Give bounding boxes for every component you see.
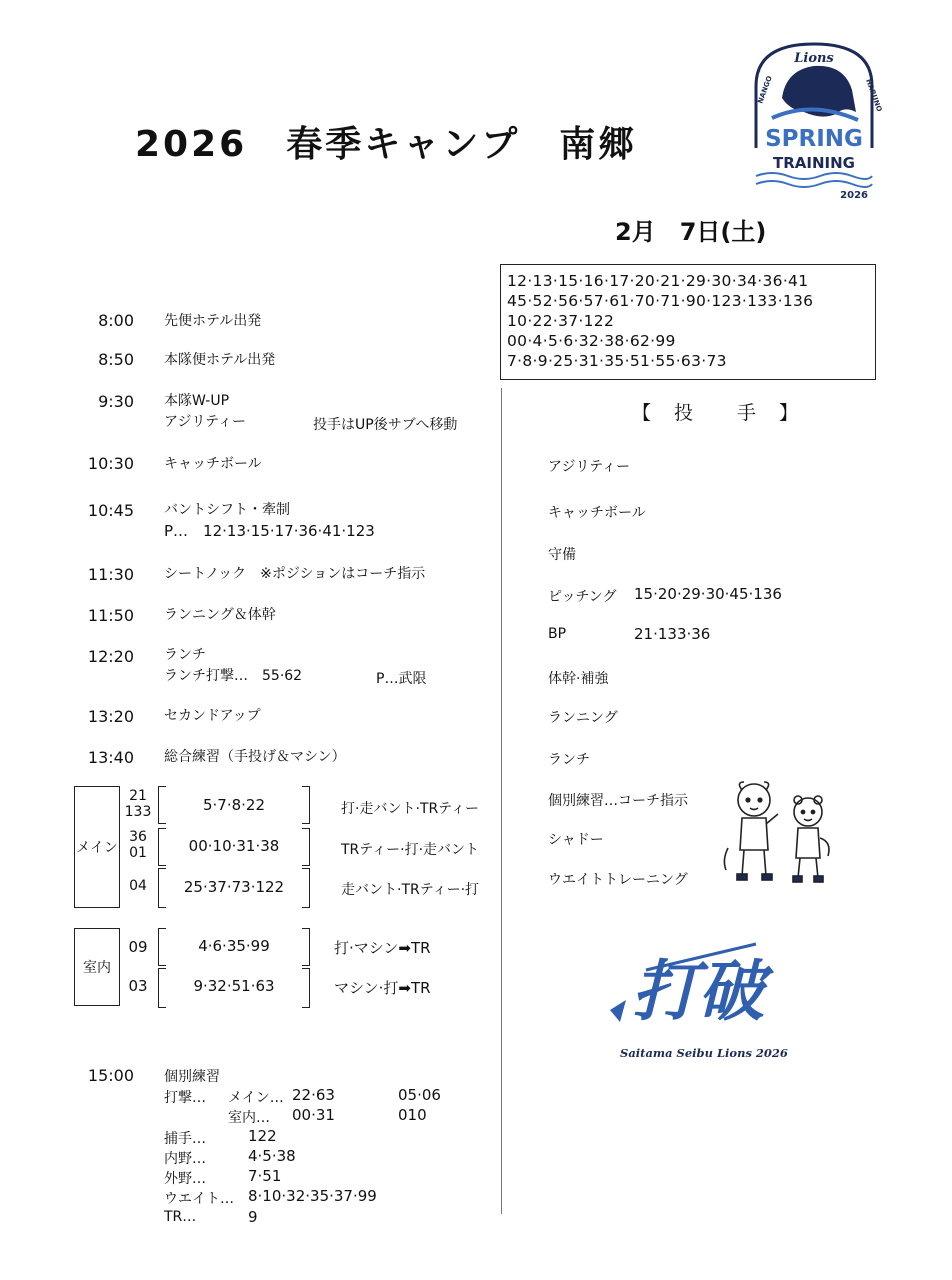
schedule-date: 2月 7日(土) <box>615 218 767 246</box>
bracket-right <box>302 786 310 824</box>
mascot-right-icon <box>793 796 829 882</box>
spring-training-logo <box>752 40 884 204</box>
pitcher-item: ピッチング <box>548 589 617 605</box>
bracket-left <box>158 828 166 866</box>
pitcher-item: 守備 <box>548 547 576 563</box>
schedule-time: 8:50 <box>98 350 134 369</box>
schedule-time: 9:30 <box>98 392 134 411</box>
roster-line: 10·22·37·122 <box>507 312 615 330</box>
group-players: 25·37·73·122 <box>183 878 285 896</box>
group-players: 9·32·51·63 <box>193 977 275 995</box>
group-id: 09 <box>128 938 148 956</box>
batting-indoor-value: 00·31 <box>292 1106 335 1124</box>
schedule-event: シートノック ※ポジションはコーチ指示 <box>164 566 426 582</box>
schedule-event: 先便ホテル出発 <box>164 313 262 329</box>
group-players: 00·10·31·38 <box>188 837 280 855</box>
group-id: 21 133 <box>124 788 152 820</box>
individual-value: 7·51 <box>248 1167 282 1185</box>
pitcher-item: 個別練習…コーチ指示 <box>548 793 688 809</box>
schedule-event: 本隊便ホテル出発 <box>164 352 276 368</box>
group-tasks: TRティー·打·走バント <box>341 842 480 858</box>
roster-line: 00·4·5·6·32·38·62·99 <box>507 332 676 350</box>
page-title: 2026 春季キャンプ 南郷 <box>135 124 638 165</box>
group-tasks: 打·マシン➡TR <box>334 939 431 957</box>
individual-label: TR… <box>164 1209 197 1225</box>
schedule-event: 個別練習 <box>164 1069 220 1085</box>
schedule-event-note: P…武限 <box>376 671 427 687</box>
pitcher-item: ウエイトトレーニング <box>548 872 688 888</box>
group-tasks: 走バント·TRティー·打 <box>341 882 480 898</box>
bracket-right <box>302 968 310 1008</box>
schedule-time: 11:50 <box>87 606 134 625</box>
bracket-left <box>158 968 166 1008</box>
schedule-event: 総合練習（手投げ＆マシン） <box>164 749 346 765</box>
schedule-time: 15:00 <box>87 1066 134 1085</box>
batting-main-value: 22·63 <box>292 1086 335 1104</box>
schedule-event: 本隊W-UP <box>164 393 230 409</box>
pitcher-item: アジリティー <box>548 459 631 475</box>
schedule-event: キャッチボール <box>164 456 262 472</box>
individual-label: 内野… <box>164 1151 206 1167</box>
pitcher-item: BP <box>548 626 567 642</box>
pitcher-item-value: 21·133·36 <box>634 625 711 643</box>
logo-right-arc: HARUNO <box>864 77 884 113</box>
schedule-event-detail: アジリティー <box>164 414 247 430</box>
individual-value: 4·5·38 <box>248 1147 296 1165</box>
group-tasks: 打·走バント·TRティー <box>341 801 480 817</box>
pitcher-item-value: 15·20·29·30·45·136 <box>634 585 782 603</box>
schedule-event-detail: P… 12·13·15·17·36·41·123 <box>164 522 375 540</box>
roster-line: 45·52·56·57·61·70·71·90·123·133·136 <box>507 292 814 310</box>
logo-line2: TRAINING <box>773 154 855 172</box>
individual-value: 8·10·32·35·37·99 <box>248 1187 377 1205</box>
schedule-time: 11:30 <box>87 565 134 584</box>
schedule-time: 13:20 <box>87 707 134 726</box>
batting-label: 打撃… <box>164 1090 206 1106</box>
bracket-left <box>158 928 166 966</box>
group-players: 4·6·35·99 <box>198 937 270 955</box>
column-divider <box>501 388 502 1214</box>
individual-label: ウエイト… <box>164 1191 234 1207</box>
batting-main-value-2: 05·06 <box>398 1086 441 1104</box>
pitcher-item: シャドー <box>548 832 604 848</box>
schedule-time: 10:30 <box>87 454 134 473</box>
individual-label: 外野… <box>164 1171 206 1187</box>
logo-brand: Lions <box>794 51 834 66</box>
batting-indoor-value-2: 010 <box>398 1106 427 1124</box>
bracket-right <box>302 868 310 908</box>
schedule-event-note: 投手はUP後サブへ移動 <box>313 417 458 433</box>
schedule-time: 12:20 <box>87 647 134 666</box>
group-id: 03 <box>128 977 148 995</box>
roster-line: 12·13·15·16·17·20·21·29·30·34·36·41 <box>507 272 809 290</box>
lion-mascots-illustration <box>718 778 838 888</box>
schedule-event: バントシフト・牽制 <box>164 502 290 518</box>
batting-indoor-label: 室内… <box>228 1110 270 1126</box>
mascot-left-icon <box>724 782 778 880</box>
group-players: 5·7·8·22 <box>202 796 266 814</box>
bracket-right <box>302 928 310 966</box>
schedule-event: セカンドアップ <box>164 708 261 724</box>
slogan-caption: Saitama Seibu Lions 2026 <box>620 1046 788 1060</box>
batting-main-label: メイン… <box>228 1090 284 1106</box>
individual-value: 122 <box>248 1127 277 1145</box>
group-id: 36 01 <box>129 829 147 861</box>
roster-number-box <box>500 264 876 380</box>
logo-left-arc: NANGO <box>756 74 774 105</box>
bracket-left <box>158 786 166 824</box>
schedule-time: 10:45 <box>87 501 134 520</box>
schedule-time: 8:00 <box>98 311 134 330</box>
pitcher-item: キャッチボール <box>548 505 646 521</box>
schedule-event-detail: ランチ打撃… 55·62 <box>164 668 303 684</box>
bracket-right <box>302 828 310 866</box>
schedule-event: ランニング＆体幹 <box>164 607 276 623</box>
logo-year: 2026 <box>840 190 868 201</box>
pitcher-item: ランニング <box>548 710 618 726</box>
individual-value: 9 <box>248 1208 258 1226</box>
pitcher-item: 体幹·補強 <box>548 671 609 687</box>
group-id: 04 <box>129 878 147 894</box>
bracket-left <box>158 868 166 908</box>
pitcher-item: ランチ <box>548 752 590 768</box>
group-tasks: マシン·打➡TR <box>334 979 431 997</box>
main-group-label: メイン <box>74 786 120 908</box>
slogan-main: 打破 <box>632 953 764 1030</box>
individual-label: 捕手… <box>164 1131 206 1147</box>
roster-line: 7·8·9·25·31·35·51·55·63·73 <box>507 352 727 370</box>
schedule-event: ランチ <box>164 647 206 663</box>
indoor-group-label: 室内 <box>74 928 120 1006</box>
pitchers-heading: 【 投 手 】 <box>632 402 801 424</box>
daha-slogan-logo <box>606 940 786 1064</box>
logo-line1: SPRING <box>765 126 863 152</box>
schedule-time: 13:40 <box>87 748 134 767</box>
